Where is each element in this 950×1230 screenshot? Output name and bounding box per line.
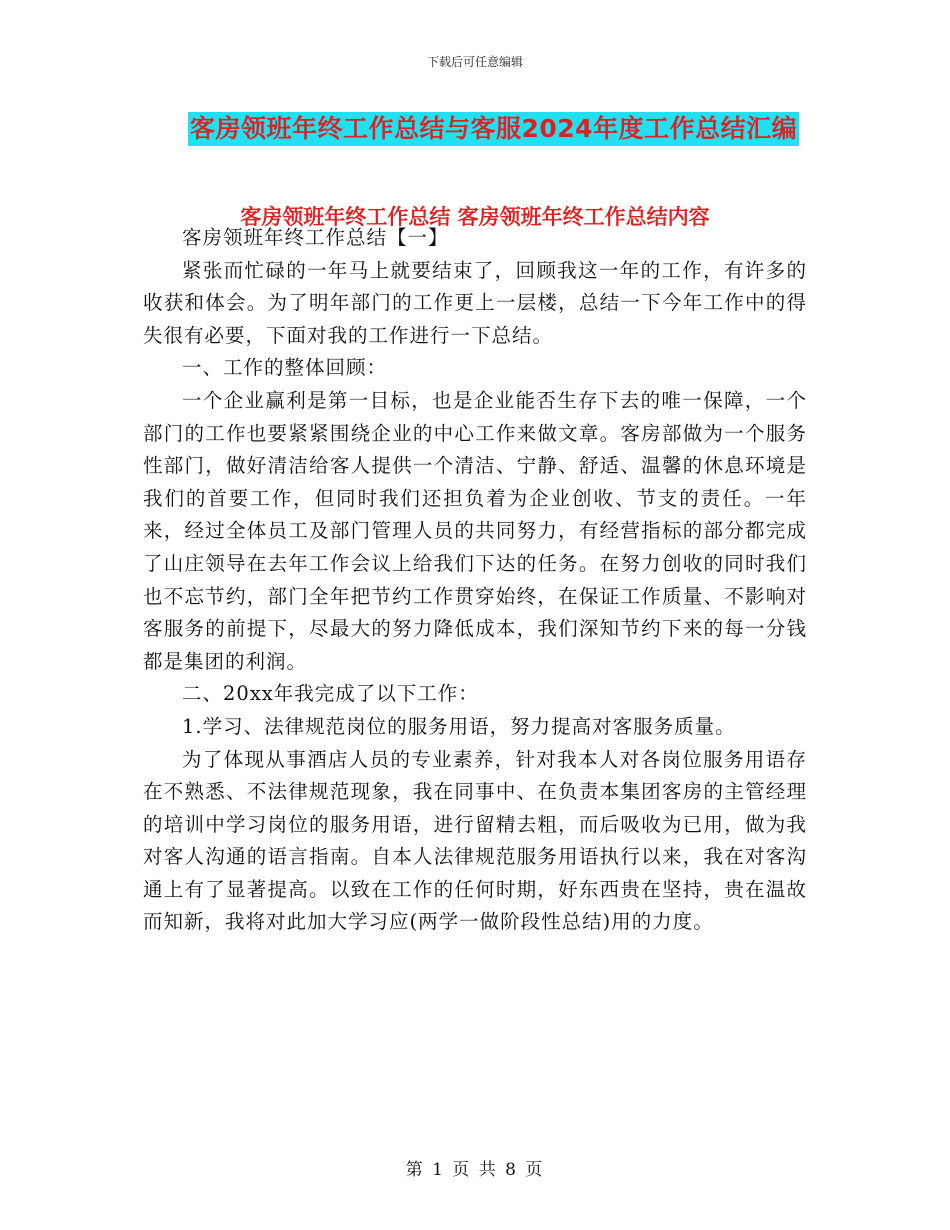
- page-suffix: 页: [525, 1160, 545, 1180]
- paragraph: 紧张而忙碌的一年马上就要结束了，回顾我这一年的工作，有许多的收获和体会。为了明年部门的工作更上一层楼，总结一下今年工作中的得失很有必要，下面对我的工作进行一下总结。: [143, 258, 807, 347]
- document-title: 客房领班年终工作总结与客服2024年度工作总结汇编: [188, 112, 799, 146]
- document-body: [143, 222, 807, 939]
- page-total: 8: [505, 1160, 518, 1180]
- section-title: 客房领班年终工作总结 客房领班年终工作总结内容: [240, 205, 710, 229]
- paragraph: 一个企业赢利是第一目标，也是企业能否生存下去的唯一保障，一个部门的工作也要紧紧围绕企业的中心工作来做文章。客房部做为一个服务性部门，做好清洁给客人提供一个清洁、宁静、舒适、温馨的休息环境是我们的首要工作，但同时我们还担负着为企业创收、节支的责任。一年来，经过全体员工及部门管理人员的共同努力，有经营指标的部分都完成了山庄领导在去年工作会议上给我们下达的任务。在努力创收的同时我们也不忘节约，部门全年把节约工作贯穿始终，在保证工作质量、不影响对客服务的前提下，尽最大的努力降低成本，我们深知节约下来的每一分钱都是集团的利润。: [143, 388, 807, 673]
- page-prefix: 第: [405, 1160, 425, 1180]
- page-footer: [0, 1155, 950, 1180]
- page-middle: 页 共: [452, 1160, 498, 1180]
- header-note: 下载后可任意编辑: [426, 55, 523, 69]
- page-number: 1: [432, 1160, 445, 1180]
- paragraph-heading: 二、20xx年我完成了以下工作：: [182, 682, 479, 706]
- paragraph-heading: 一、工作的整体回顾：: [182, 356, 388, 380]
- paragraph-heading: 1.学习、法律规范岗位的服务用语，努力提高对客服务质量。: [182, 714, 736, 738]
- paragraph-heading: 客房领班年终工作总结【一】: [182, 226, 449, 249]
- paragraph: 为了体现从事酒店人员的专业素养，针对我本人对各岗位服务用语存在不熟悉、不法律规范现象，我在同事中、在负责本集团客房的主管经理的培训中学习岗位的服务用语，进行留精去粗，而后吸收为已用，做为我对客人沟通的语言指南。自本人法律规范服务用语执行以来，我在对客沟通上有了显著提高。以致在工作的任何时期，好东西贵在坚持，贵在温故而知新，我将对此加大学习应(两学一做阶段性总结)用的力度。: [143, 747, 807, 934]
